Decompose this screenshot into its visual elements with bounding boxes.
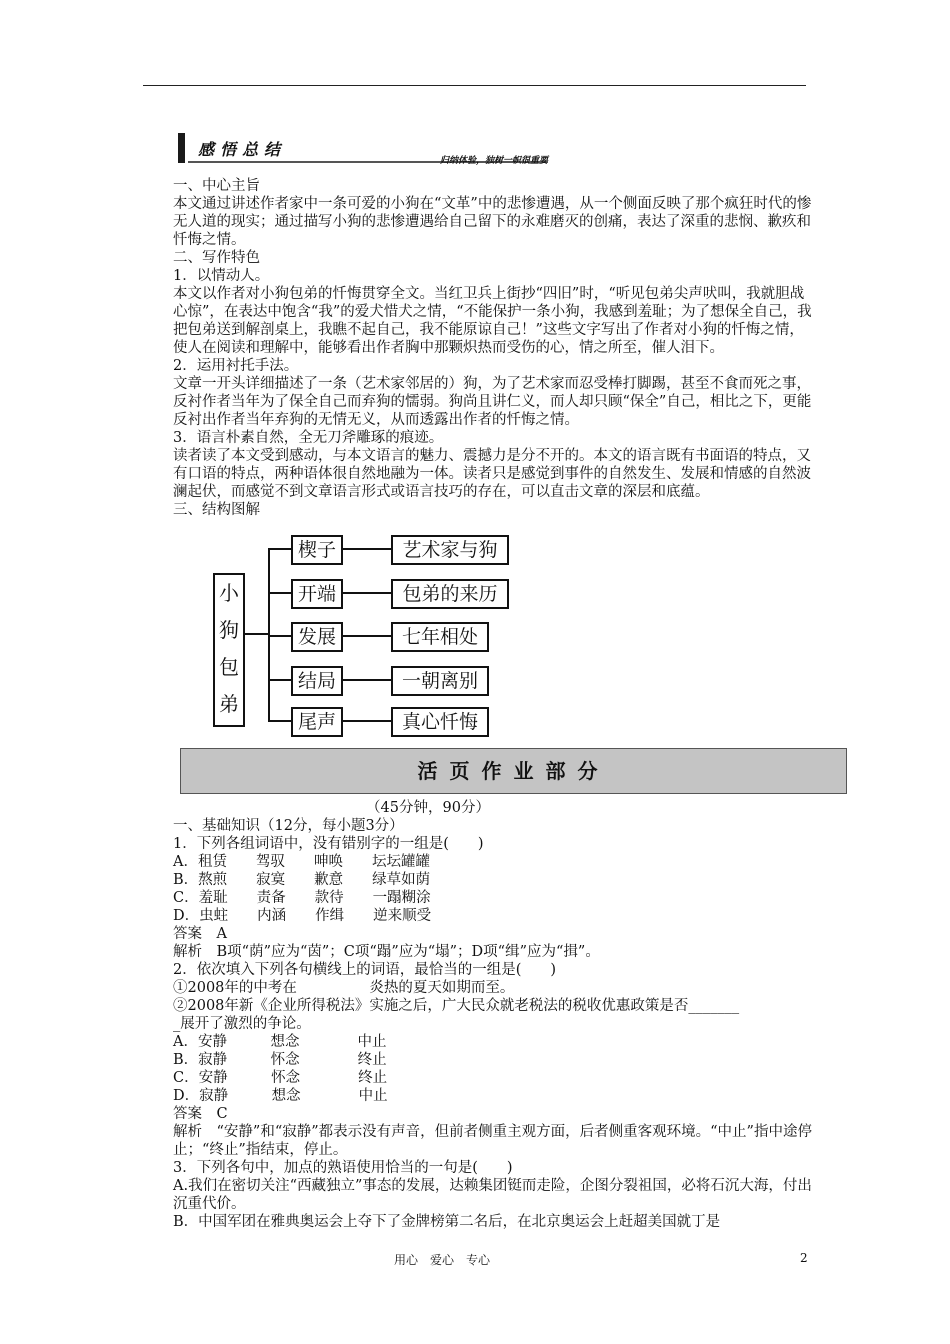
structure-diagram [213,533,513,743]
connector [343,548,391,550]
summary-header [178,133,548,165]
q1-answer: 答案 A [173,926,227,942]
q2-option: D．寂静 想念 中止 [173,1088,388,1104]
connector [268,548,292,550]
stage-box: 发展 [291,622,343,652]
desc-box: 艺术家与狗 [391,535,509,565]
connector [343,720,391,722]
section2-p1-body: 本文以作者对小狗包弟的忏悔贯穿全文。当红卫兵上街抄“四旧”时，“听见包弟尖声吠叫，我就胆战心惊”，在表达中饱含“我”的爱犬惜犬之情，“不能保护一条小狗，我感到羞耻；为了想保全自己，我把包弟送到解剖桌上，我瞧不起自己，我不能原谅自己！”这些文字写出了作者对小狗的忏悔之情，使人在阅读和理解中，能够看出作者胸中那颗炽热而受伤的心，情之所至，催人泪下。 [173,286,812,356]
q3-option-a: A.我们在密切关注“西藏独立”事态的发展，达赖集团铤而走险，企图分裂祖国，必将石沉大海，付出沉重代价。 [173,1178,812,1212]
q2-sentence: _展开了激烈的争论。 [173,1016,311,1032]
section2-p3-body: 读者读了本文受到感动，与本文语言的魅力、震撼力是分不开的。本文的语言既有书面语的特点，又有口语的特点，两种语体很自然地融为一体。读者只是感觉到事件的自然发生、发展和情感的自然波澜起伏，而感觉不到文章语言形式或语言技巧的存在，可以直击文章的深层和底蕴。 [173,448,811,500]
page-number: 2 [800,1251,808,1265]
section3-heading: 三、结构图解 [173,502,260,518]
root-char: 狗 [219,618,239,642]
q1-option: B．熬煎 寂寞 歉意 绿草如荫 [173,872,431,888]
section1-heading: 一、中心主旨 [173,178,260,194]
summary-text [173,177,813,519]
root-char: 小 [219,581,239,605]
connector [268,548,270,720]
part1-heading: 一、基础知识（12分，每小题3分） [173,818,404,834]
q2-stem: 2．依次填入下列各句横线上的词语，最恰当的一组是( ) [173,962,557,978]
section2-p2-title: 2．运用衬托手法。 [173,358,299,374]
homework-time: （45分钟，90分） [366,800,490,816]
q1-analysis: 解析 B项“荫”应为“茵”；C项“蹋”应为“塌”；D项“缉”应为“揖”。 [173,944,600,960]
section2-p3-title: 3．语言朴素自然，全无刀斧雕琢的痕迹。 [173,430,444,446]
connector [343,592,391,594]
desc-box: 七年相处 [391,622,489,652]
stage-box: 开端 [291,579,343,609]
footer-motto: 用心 爱心 专心 [394,1253,491,1267]
desc-box: 真心忏悔 [391,707,489,737]
section1-body: 本文通过讲述作者家中一条可爱的小狗在“文革”中的悲惨遭遇，从一个侧面反映了那个疯狂时代的惨无人道的现实；通过描写小狗的悲惨遭遇给自己留下的永难磨灭的创痛，表达了深重的悲悯、歉疚和忏悔之情。 [173,196,812,248]
desc-box: 包弟的来历 [391,579,509,609]
section2-heading: 二、写作特色 [173,250,260,266]
q1-option: A．租赁 驾驭 呻唤 坛坛罐罐 [173,854,430,870]
diagram-root [213,573,245,727]
header-bar [178,133,185,163]
connector [268,720,292,722]
stage-box: 楔子 [291,535,343,565]
q3-stem: 3．下列各句中，加点的熟语使用恰当的一句是( ) [173,1160,513,1176]
section2-p2-body: 文章一开头详细描述了一条（艺术家邻居的）狗，为了艺术家而忍受棒打脚踢，甚至不食而死之事，反衬作者当年为了保全自己而弃狗的懦弱。狗尚且讲仁义，而人却只顾“保全”自己，相比之下，更能反衬出作者当年弃狗的无情无义，从而透露出作者的忏悔之情。 [173,376,812,428]
q2-option: C．安静 怀念 终止 [173,1070,388,1086]
summary-tag: 归纳体验，独树一帜很重要 [439,156,548,166]
homework-banner: 活页作业部分 [180,748,847,794]
top-rule [143,85,806,86]
root-char: 弟 [219,692,239,716]
q1-stem: 1．下列各组词语中，没有错别字的一组是( ) [173,836,484,852]
q2-analysis: 解析 “安静”和“寂静”都表示没有声音，但前者侧重主观方面，后者侧重客观环境。“中止”指中途停止；“终止”指结束，停止。 [173,1124,812,1158]
q2-option: A．安静 想念 中止 [173,1034,387,1050]
summary-title: 感悟总结 [198,140,287,159]
q3-option-b: B．中国军团在雅典奥运会上夺下了金牌榜第二名后，在北京奥运会上赶超美国就丁是 [173,1214,721,1230]
homework-text [173,799,813,1231]
connector [268,679,292,681]
q1-option: C．羞耻 责备 款待 一蹋糊涂 [173,890,431,906]
q2-answer: 答案 C [173,1106,228,1122]
desc-box: 一朝离别 [391,666,489,696]
q1-option: D．虫蛀 内涵 作缉 逆来顺受 [173,908,432,924]
q2-sentence: ①2008年的中考在 炎热的夏天如期而至。 [173,980,515,996]
root-char: 包 [219,655,239,679]
stage-box: 结局 [291,666,343,696]
q2-option: B．寂静 怀念 终止 [173,1052,387,1068]
connector [343,679,391,681]
q2-sentence: ②2008年新《企业所得税法》实施之后，广大民众就老税法的税收优惠政策是否_______ [173,998,740,1014]
connector [268,592,292,594]
connector [343,635,391,637]
connector [245,633,269,635]
section2-p1-title: 1．以情动人。 [173,268,270,284]
connector [268,635,292,637]
stage-box: 尾声 [291,707,343,737]
